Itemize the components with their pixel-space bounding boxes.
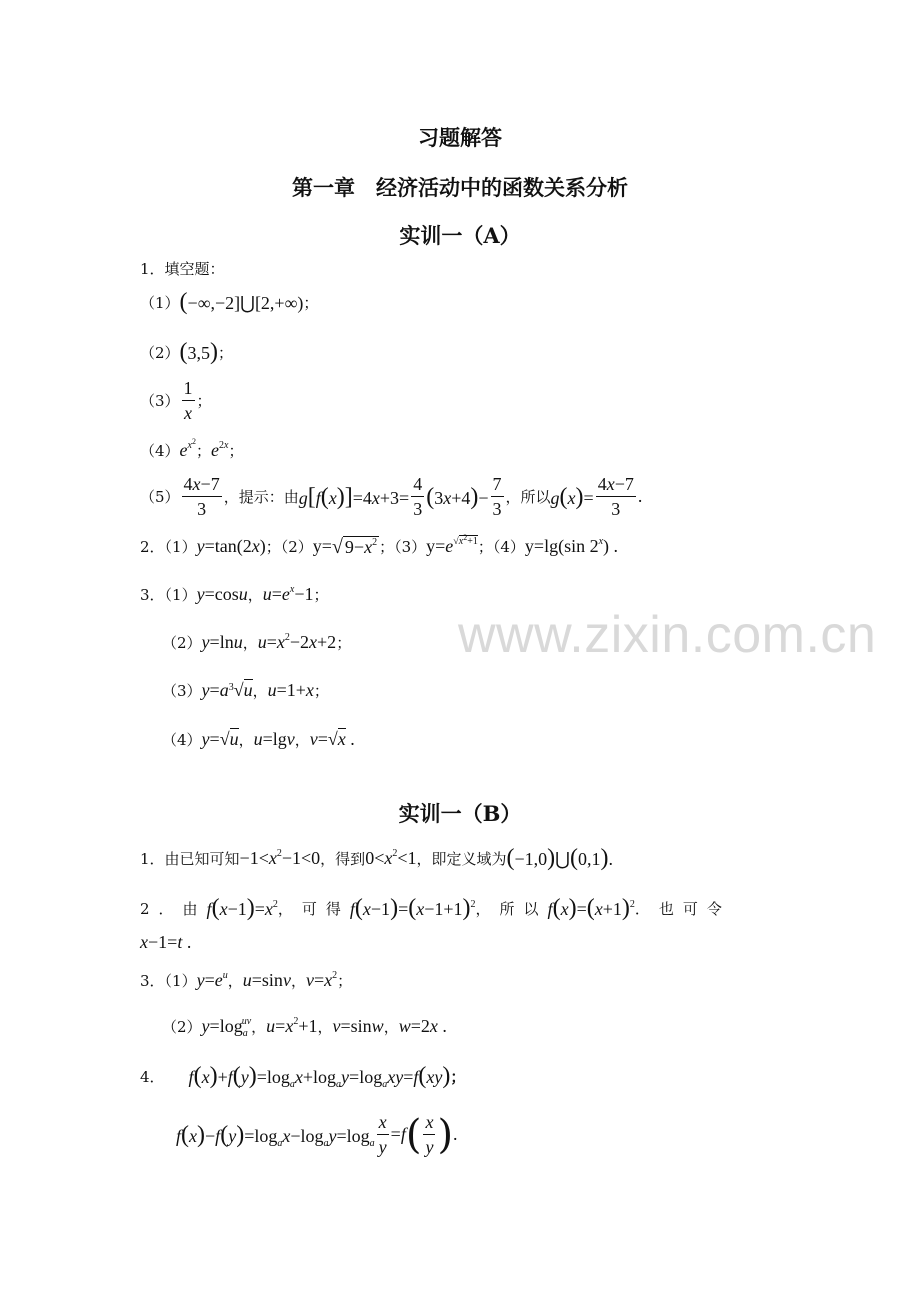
b-q1: 1．由已知可知 $-1<x^2-1<0$ ，得到 $0<x^2<1$ ，即定义域为 (−1,0)⋃(0,1).: [140, 845, 613, 871]
watermark: www.zixin.com.cn: [458, 606, 877, 664]
a-q1-4: （4） $e^{x^2}$ ； $e^{2x}$ ；: [140, 437, 244, 460]
page-title: 习题解答: [418, 125, 502, 150]
b-q3-2: （2） $y=\log_a^{uv}$ ， $u=x^2+1$ ， v=sinw ， w=2x .: [162, 1016, 447, 1039]
a-q1-5: （5） $\frac{4x-7}{3}$ ，提示：由 g[f(x)]=4x+3= $\frac{4}{3}$ (3x+4)− $\frac{7}{3}$ ，所以 g(x)= $\frac{4x-7}{3}$ .: [140, 474, 643, 519]
a-q3-4: （4） y=√u ， u=lgv ， v=√x .: [162, 729, 355, 749]
b-q3-1: 3．（1） $y=e^u$ ， u=sinv ， $v=x^2$ ；: [140, 970, 353, 990]
a-q1-3: （3） $\frac{1}{x}$ ；: [140, 378, 212, 423]
a-q3-1: 3．（1） y=cosu ， $u=e^x-1$ ；: [140, 584, 329, 604]
fraction: $\frac{1}{x}$: [183, 378, 193, 423]
a-q1-label: 1．填空题：: [140, 260, 225, 278]
chapter-title: 第一章 经济活动中的函数关系分析: [292, 175, 628, 200]
a-q3-2: （2） y=lnu ， $u=x^2-2x+2$ ；: [162, 632, 352, 652]
a-q2: 2．（1） y=tan(2x) ；（2） y= √ $9-x^2$ ；（3） $y=e^{√x^2+1}$ ；（4） y=lg(sin 2$^x$) .: [140, 533, 619, 558]
b-q2-cont: x−1=t .: [140, 932, 192, 952]
b-q4-1: 4． $f(x)+f(y)=\log_ax+\log_ay=\log_axy=f(xy)$ ；: [140, 1063, 466, 1090]
a-q1-2: （2） (3,5) ；: [140, 339, 234, 365]
formula: $e^{x^2}$: [179, 437, 196, 460]
formula: $e^{2x}$: [211, 440, 229, 460]
b-q2: 2．由 $f(x-1)=x^2$ ，可得 $f(x-1)=(x-1+1)^2$ ，所以 $f(x)=(x+1)^2$ ．也可令: [140, 895, 731, 921]
section-b-title: 实训一（B）: [398, 801, 522, 826]
a-q3-3: （3） $y=a^3√u$ ， u=1+x ；: [162, 680, 329, 700]
formula: (−∞,−2]⋃[2,+∞): [179, 289, 304, 315]
b-q4-2: $f(x)-f(y)=\log_ax-\log_ay=\log_a$ $\frac{x}{y}$ =f ( $\frac{x}{y}$ ) .: [176, 1111, 458, 1158]
formula: (3,5): [179, 339, 219, 365]
formula: g[f(x)]=4x+3=: [298, 483, 410, 510]
a-q1-1: （1） (−∞,−2]⋃[2,+∞) ；: [140, 289, 319, 315]
section-a-title: 实训一（A）: [399, 223, 521, 248]
